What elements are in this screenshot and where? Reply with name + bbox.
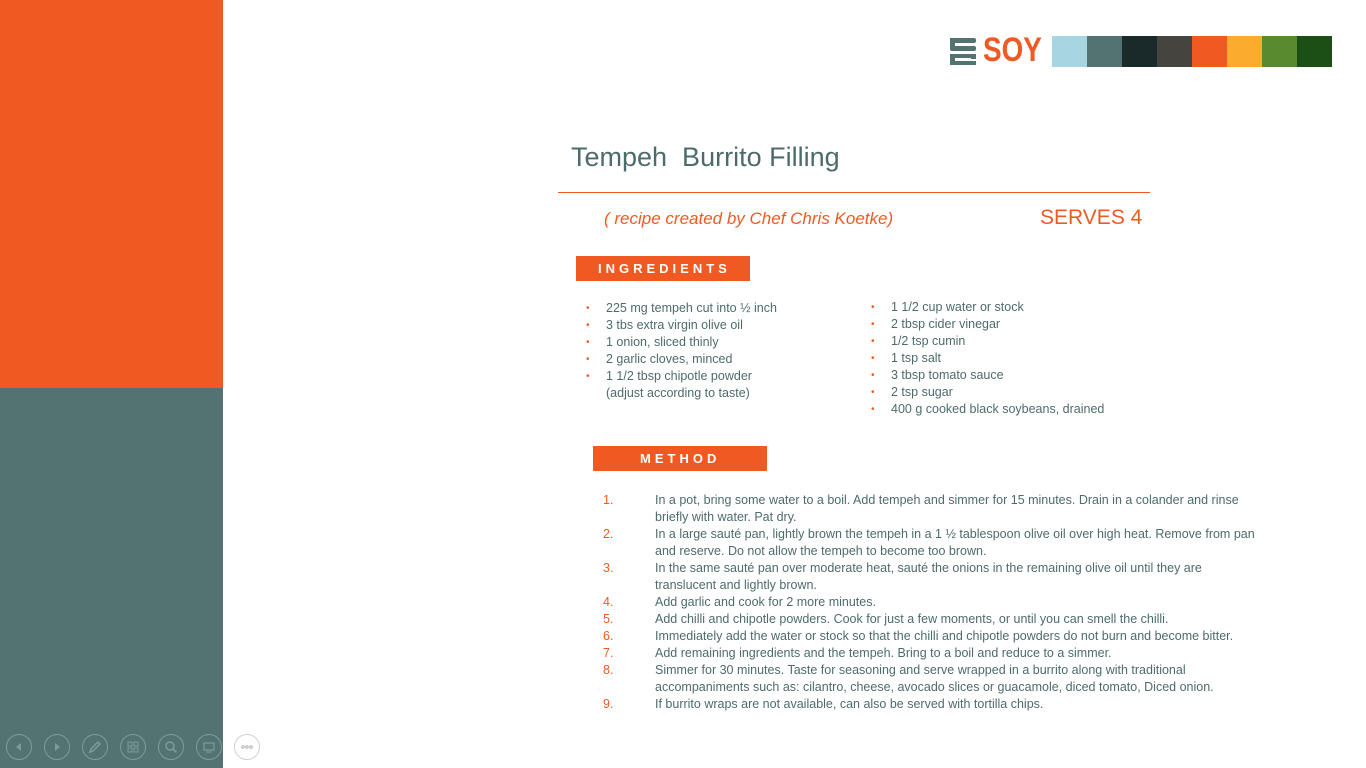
step-number: 4. <box>603 595 614 609</box>
ingredients-list-left <box>586 300 816 402</box>
ingredient-item: • 1 onion, sliced thinly <box>586 334 816 351</box>
orange-side-panel <box>0 0 223 388</box>
step-number: 2. <box>603 527 614 541</box>
step-text: In a large sauté pan, lightly brown the tempeh in a 1 ½ tablespoon olive oil over high heat. Remove from pan and reserve. Do not allow the tempeh to become too brown. <box>655 527 1255 558</box>
step-number: 6. <box>603 629 614 643</box>
screen-button[interactable] <box>196 734 222 760</box>
step-number: 9. <box>603 697 614 711</box>
soy-wordmark: SOY <box>983 31 1042 69</box>
slides-grid-icon <box>126 740 140 754</box>
step-number: 3. <box>603 561 614 575</box>
ingredient-item: • 1 tsp salt <box>871 350 1171 367</box>
step-number: 7. <box>603 646 614 660</box>
method-step <box>603 526 1263 560</box>
serves-count: SERVES 4 <box>1040 206 1143 229</box>
pen-button[interactable] <box>82 734 108 760</box>
method-step <box>603 560 1263 594</box>
zoom-icon <box>164 740 178 754</box>
method-step <box>603 628 1263 645</box>
see-all-slides-button[interactable] <box>120 734 146 760</box>
ingredient-item: • 3 tbs extra virgin olive oil <box>586 317 816 334</box>
more-options-button[interactable] <box>234 734 260 760</box>
step-text: Simmer for 30 minutes. Taste for seasoning and serve wrapped in a burrito along with traditional accompaniments such as: cilantro, cheese, avocado slices or guacamole, diced tomato, Diced onion. <box>655 663 1214 694</box>
color-swatch <box>1297 36 1332 67</box>
ingredient-item: • 400 g cooked black soybeans, drained <box>871 401 1171 418</box>
screen-icon <box>202 740 216 754</box>
step-text: If burrito wraps are not available, can also be served with tortilla chips. <box>655 697 1044 711</box>
color-swatch <box>1227 36 1262 67</box>
previous-slide-icon <box>12 740 26 754</box>
more-icon <box>240 740 254 754</box>
ingredients-list-right <box>871 299 1171 418</box>
ingredient-item: • 2 tsp sugar <box>871 384 1171 401</box>
pen-icon <box>88 740 102 754</box>
method-step <box>603 662 1263 696</box>
color-swatch <box>1087 36 1122 67</box>
color-swatches <box>1052 36 1332 67</box>
step-number: 1. <box>603 493 614 507</box>
next-slide-icon <box>50 740 64 754</box>
method-heading: METHOD <box>593 446 767 471</box>
color-swatch <box>1052 36 1087 67</box>
zoom-button[interactable] <box>158 734 184 760</box>
color-swatch <box>1157 36 1192 67</box>
step-text: Add garlic and cook for 2 more minutes. <box>655 595 876 609</box>
method-steps <box>603 492 1263 713</box>
title-divider <box>558 192 1150 193</box>
ingredient-item: • 1 1/2 tbsp chipotle powder (adjust according to taste) <box>586 368 776 402</box>
method-step <box>603 492 1263 526</box>
step-number: 8. <box>603 663 614 677</box>
ingredient-item: • 1 1/2 cup water or stock <box>871 299 1171 316</box>
color-swatch <box>1192 36 1227 67</box>
ingredient-item: • 3 tbsp tomato sauce <box>871 367 1171 384</box>
ingredient-item: • 2 garlic cloves, minced <box>586 351 816 368</box>
method-step <box>603 645 1263 662</box>
color-swatch <box>1262 36 1297 67</box>
step-text: In the same sauté pan over moderate heat, sauté the onions in the remaining olive oil until they are translucent and lightly brown. <box>655 561 1202 592</box>
ingredient-item: • 2 tbsp cider vinegar <box>871 316 1171 333</box>
step-text: In a pot, bring some water to a boil. Add tempeh and simmer for 15 minutes. Drain in a colander and rinse briefly with water. Pat dry. <box>655 493 1239 524</box>
ingredients-heading: INGREDIENTS <box>576 256 750 281</box>
method-step <box>603 594 1263 611</box>
previous-slide-button[interactable] <box>6 734 32 760</box>
method-step <box>603 611 1263 628</box>
next-slide-button[interactable] <box>44 734 70 760</box>
step-text: Add chilli and chipotle powders. Cook for just a few moments, or until you can smell the chilli. <box>655 612 1169 626</box>
recipe-title: Tempeh Burrito Filling <box>571 142 840 172</box>
color-swatch <box>1122 36 1157 67</box>
recipe-credit: ( recipe created by Chef Chris Koetke) <box>604 209 894 228</box>
us-logo-mark <box>948 36 978 66</box>
step-text: Add remaining ingredients and the tempeh. Bring to a boil and reduce to a simmer. <box>655 646 1112 660</box>
ingredient-item: • 225 mg tempeh cut into ½ inch <box>586 300 816 317</box>
teal-side-panel <box>0 388 223 768</box>
step-text: Immediately add the water or stock so that the chilli and chipotle powders do not burn and become bitter. <box>655 629 1234 643</box>
method-step <box>603 696 1263 713</box>
step-number: 5. <box>603 612 614 626</box>
ingredient-item: • 1/2 tsp cumin <box>871 333 1171 350</box>
